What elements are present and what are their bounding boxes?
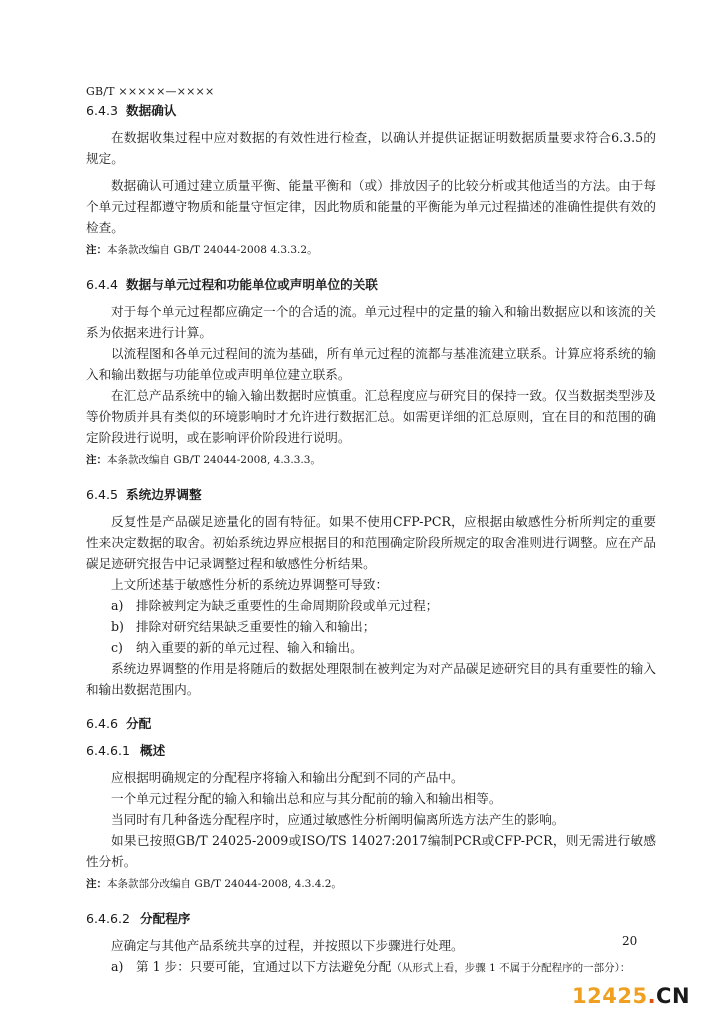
- list-text-main: 第 1 步：只要可能，宜通过以下方法避免分配: [136, 959, 392, 974]
- list-marker: a): [111, 598, 124, 613]
- list-text: 纳入重要的新的单元过程、输入和输出。: [136, 640, 363, 655]
- section-title: 系统边界调整: [126, 487, 202, 502]
- paragraph: 如果已按照GB/T 24025-2009或ISO/TS 14027:2017编制PCR或CFP-PCR，则无需进行敏感性分析。: [86, 833, 656, 869]
- paragraph: 应确定与其他产品系统共享的过程，并按照以下步骤进行处理。: [111, 938, 464, 953]
- paragraph: 在汇总产品系统中的输入输出数据时应慎重。汇总程度应与研究目的保持一致。仅当数据类型涉及等价物质并具有类似的环境影响时才允许进行数据汇总。如需更详细的汇总原则，宜在目的和范围的确定阶段进行说明，或在影响评价阶段进行说明。: [86, 388, 656, 445]
- note-label: 注：: [86, 454, 107, 466]
- standard-header: GB/T ×××××—××××: [86, 85, 215, 98]
- section-heading-6-4-5: [86, 484, 656, 505]
- note-label: 注：: [86, 244, 107, 256]
- paragraph: 在数据收集过程中应对数据的有效性进行检查，以确认并提供证据证明数据质量要求符合6.3.5的规定。: [86, 130, 656, 166]
- list-text: 排除对研究结果缺乏重要性的输入和输出；: [136, 619, 376, 634]
- list-text: [136, 956, 630, 979]
- section-number: 6.4.4: [86, 277, 119, 292]
- list-item: [111, 595, 656, 616]
- paragraph: 反复性是产品碳足迹量化的固有特征。如果不使用CFP-PCR，应根据由敏感性分析所判定的重要性来决定数据的取舍。初始系统边界应根据目的和范围确定阶段所规定的取舍准则进行调整。应在产品碳足迹研究报告中记录调整过程和敏感性分析结果。: [86, 514, 656, 571]
- paragraph: 数据确认可通过建立质量平衡、能量平衡和（或）排放因子的比较分析或其他适当的方法。由于每个单元过程都遵守物质和能量守恒定律，因此物质和能量的平衡能为单元过程描述的准确性提供有效的检查。: [86, 178, 656, 235]
- paragraph: 以流程图和各单元过程间的流为基础，所有单元过程的流都与基准流建立联系。计算应将系统的输入和输出数据与功能单位或声明单位建立联系。: [86, 346, 656, 382]
- section-heading-6-4-6-1: [86, 740, 656, 761]
- note-text: 本条款改编自 GB/T 24044-2008, 4.3.3.3。: [107, 454, 321, 466]
- note-text: 本条款改编自 GB/T 24044-2008 4.3.3.2。: [107, 244, 318, 256]
- watermark-dot: .: [647, 984, 657, 1008]
- paragraph: 当同时有几种备选分配程序时，应通过敏感性分析阐明偏离所选方法产生的影响。: [111, 812, 565, 827]
- paragraph: 系统边界调整的作用是将随后的数据处理限制在被判定为对产品碳足迹研究目的具有重要性的输入和输出数据范围内。: [86, 661, 656, 697]
- section-title: 概述: [140, 743, 166, 758]
- paragraph: 应根据明确规定的分配程序将输入和输出分配到不同的产品中。: [111, 770, 464, 785]
- section-heading-6-4-4: [86, 274, 656, 295]
- section-number: 6.4.5: [86, 487, 119, 502]
- note: [86, 240, 656, 261]
- list-item: [111, 956, 656, 979]
- section-title: 分配程序: [140, 911, 191, 926]
- note-label: 注：: [86, 878, 107, 890]
- paragraph: 上文所述基于敏感性分析的系统边界调整可导致：: [111, 577, 389, 592]
- site-watermark-logo: [572, 984, 690, 1008]
- page-content: [86, 100, 656, 979]
- note: [86, 450, 656, 471]
- list-marker: c): [111, 640, 123, 655]
- section-number: 6.4.6: [86, 716, 119, 731]
- list-marker: a): [111, 959, 124, 974]
- note: [86, 874, 656, 895]
- section-heading-6-4-6-2: [86, 908, 656, 929]
- watermark-suffix: CN: [656, 984, 691, 1008]
- section-number: 6.4.6.1: [86, 743, 131, 758]
- page-number: 20: [622, 934, 638, 948]
- section-number: 6.4.3: [86, 103, 119, 118]
- section-title: 数据确认: [126, 103, 177, 118]
- list-marker: b): [111, 619, 124, 634]
- paragraph: 对于每个单元过程都应确定一个的合适的流。单元过程中的定量的输入和输出数据应以和该流的关系为依据来进行计算。: [86, 304, 656, 340]
- watermark-digits: 12425: [572, 984, 648, 1008]
- list-item: [111, 637, 656, 658]
- list-text: 排除被判定为缺乏重要性的生命周期阶段或单元过程；: [136, 598, 439, 613]
- section-title: 数据与单元过程和功能单位或声明单位的关联: [126, 277, 378, 292]
- section-title: 分配: [126, 716, 152, 731]
- section-heading-6-4-3: [86, 100, 656, 121]
- section-heading-6-4-6: [86, 713, 656, 734]
- paragraph: 一个单元过程分配的输入和输出总和应与其分配前的输入和输出相等。: [111, 791, 502, 806]
- list-text-aside: （从形式上看，步骤 1 不属于分配程序的一部分）：: [391, 962, 631, 974]
- note-text: 本条款部分改编自 GB/T 24044-2008, 4.3.4.2。: [107, 878, 342, 890]
- list-item: [111, 616, 656, 637]
- section-number: 6.4.6.2: [86, 911, 131, 926]
